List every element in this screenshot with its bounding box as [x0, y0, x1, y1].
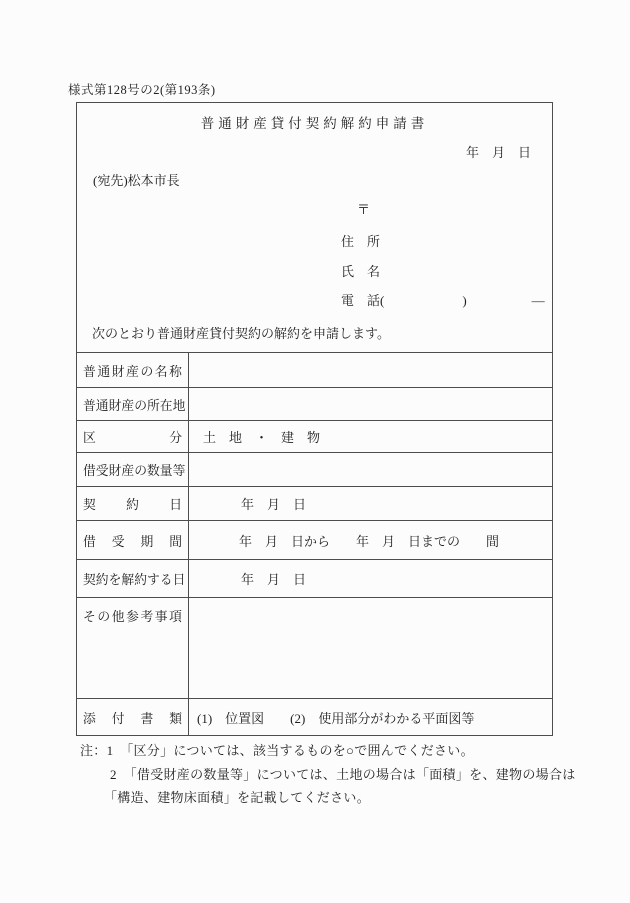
row-label: 区 分: [77, 421, 189, 452]
row-value: (1) 位置図 (2) 使用部分がわかる平面図等: [197, 710, 475, 726]
row-value: [189, 598, 552, 698]
row-value: 年 月 日: [241, 572, 307, 587]
row-value: 土 地 ・ 建 物: [203, 430, 321, 445]
row-label: そ の 他 参 考 事 項: [77, 598, 189, 698]
row-label: 普 通 財 産 の 所 在 地: [77, 388, 189, 420]
row-label: 普 通 財 産 の 名 称: [77, 353, 189, 387]
row-value: [189, 353, 552, 387]
form-box: [76, 102, 553, 736]
property-table: [77, 352, 552, 735]
recipient-line: (宛先)松本市長: [93, 173, 180, 188]
header-date-line: 年 月 日: [465, 145, 531, 160]
row-label: 契 約 を 解 約 す る 日: [77, 560, 189, 597]
row-label: 借 受 期 間: [77, 521, 189, 559]
table-row-property-name: [77, 352, 552, 387]
table-row-category: [77, 420, 552, 452]
phone-label: 電 話( ) ―: [341, 293, 545, 308]
postal-mark: 〒: [357, 202, 371, 217]
name-label: 氏 名: [341, 264, 381, 279]
note-line-3: 「構造、建物床面積」を記載してください。: [104, 790, 371, 805]
table-row-remarks: [77, 597, 552, 698]
row-label: 契 約 日: [77, 487, 189, 520]
table-row-attachments: [77, 698, 552, 735]
row-value: [189, 453, 552, 486]
table-row-contract-date: [77, 486, 552, 520]
table-row-quantity: [77, 452, 552, 486]
form-title: 普通財産貸付契約解約申請書: [200, 116, 429, 131]
intro-text: 次のとおり普通財産貸付契約の解約を申請します。: [92, 326, 390, 341]
table-row-property-location: [77, 387, 552, 420]
address-label: 住 所: [341, 234, 381, 249]
note-line-1: 注：1 「区分」については、該当するものを○で囲んでください。: [80, 743, 474, 758]
row-value: 年 月 日: [241, 497, 307, 512]
row-label: 借 受 財 産 の 数 量 等: [77, 453, 189, 486]
row-value: 年 月 日から 年 月 日までの 間: [239, 533, 500, 549]
note-line-2: 2 「借受財産の数量等」については、土地の場合は「面積」を、建物の場合は: [110, 767, 576, 782]
row-value: [189, 388, 552, 420]
table-row-lease-period: [77, 520, 552, 559]
row-label: 添 付 書 類: [77, 699, 189, 735]
form-number: 様式第128号の2(第193条): [68, 83, 216, 97]
table-row-cancellation-date: [77, 559, 552, 597]
